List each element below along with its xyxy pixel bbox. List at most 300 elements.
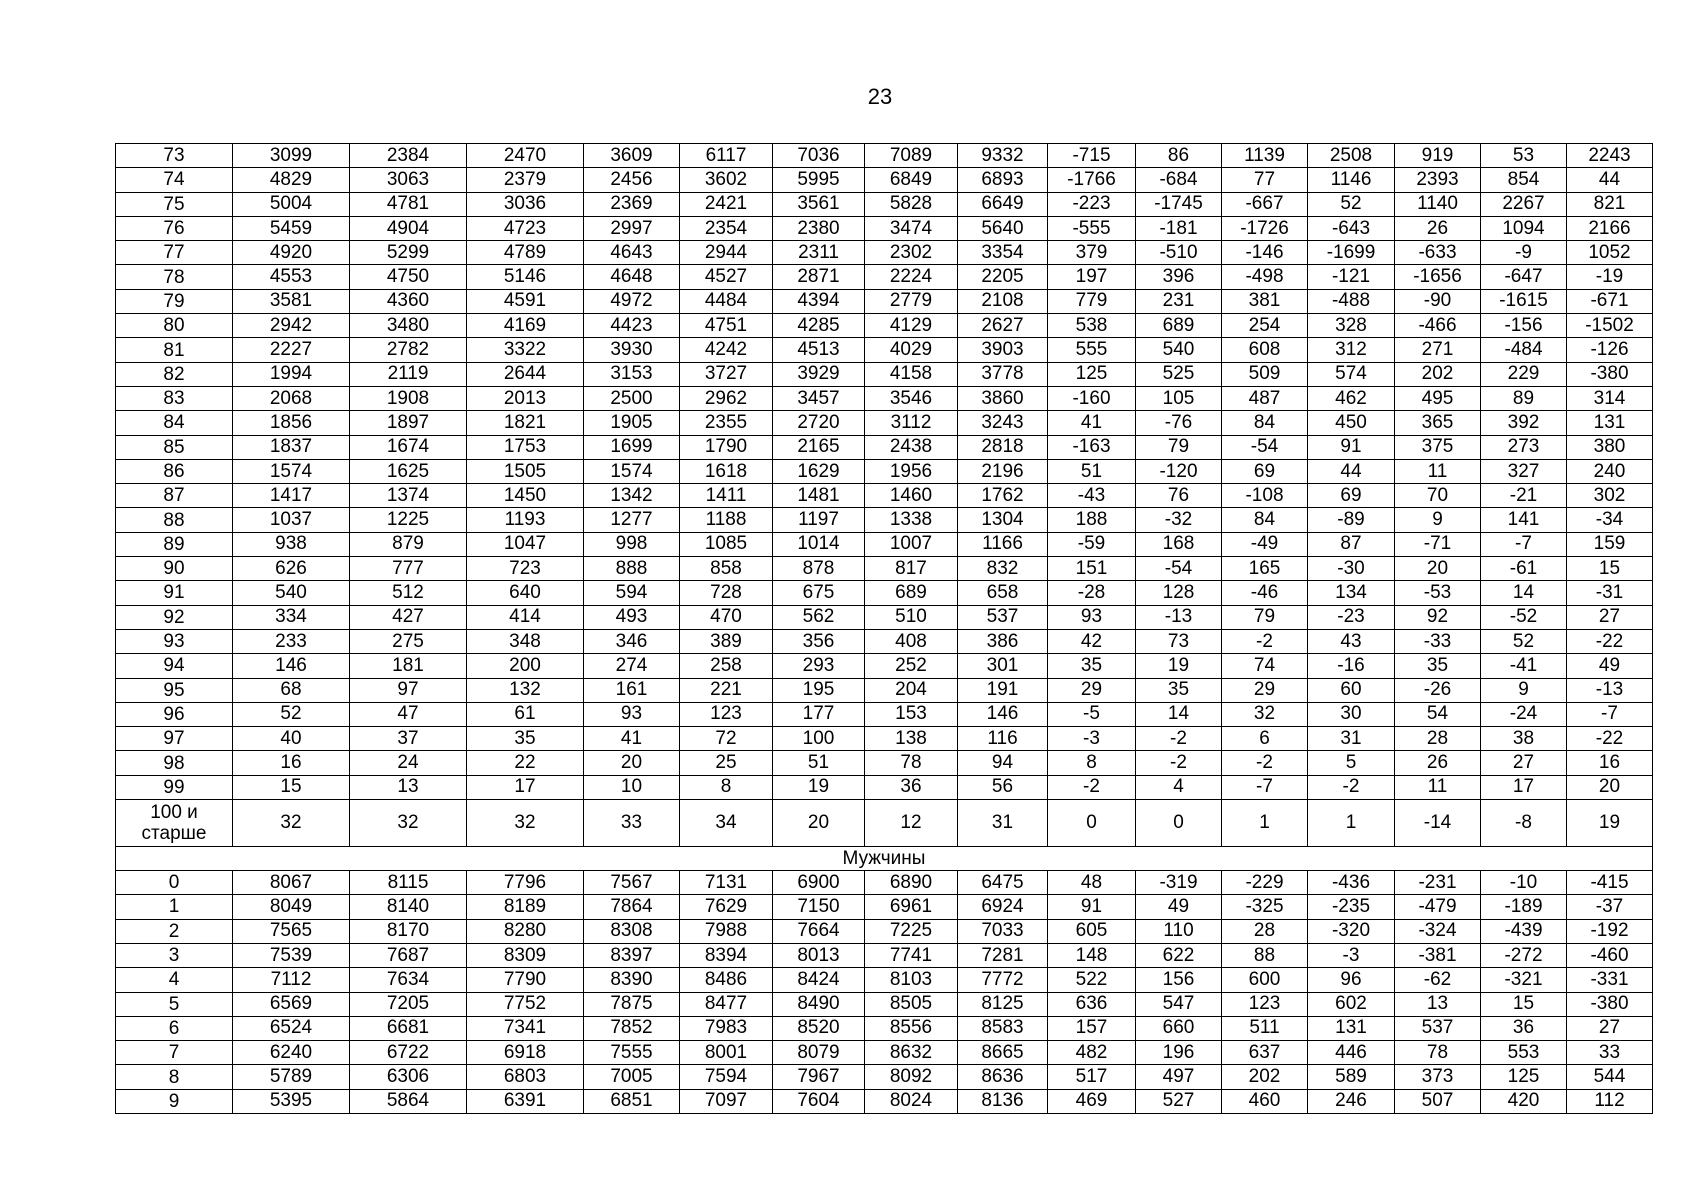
value-cell: 84 (1222, 411, 1308, 435)
value-cell: 4 (1136, 775, 1222, 799)
value-cell: 33 (584, 800, 680, 847)
value-cell: -59 (1048, 532, 1136, 556)
value-cell: 1837 (233, 435, 350, 459)
value-cell: 878 (773, 557, 865, 581)
value-cell: 35 (467, 727, 584, 751)
value-cell: 2108 (958, 289, 1048, 313)
value-cell: -684 (1136, 168, 1222, 192)
value-cell: -26 (1395, 678, 1481, 702)
value-cell: 1037 (233, 508, 350, 532)
value-cell: -8 (1481, 800, 1567, 847)
value-cell: 2962 (680, 386, 773, 410)
value-cell: 2267 (1481, 192, 1567, 216)
value-cell: 4513 (773, 338, 865, 362)
value-cell: -54 (1222, 435, 1308, 459)
value-cell: 4750 (350, 265, 467, 289)
value-cell: -223 (1048, 192, 1136, 216)
value-cell: 123 (1222, 992, 1308, 1016)
value-cell: 15 (233, 775, 350, 799)
table-row (116, 581, 1653, 605)
value-cell: -466 (1395, 314, 1481, 338)
value-cell: -5 (1048, 702, 1136, 726)
value-cell: 87 (1308, 532, 1395, 556)
value-cell: 4643 (584, 241, 680, 265)
value-cell: 658 (958, 581, 1048, 605)
value-cell: 2508 (1308, 144, 1395, 168)
age-cell: 99 (116, 775, 233, 799)
value-cell: 602 (1308, 992, 1395, 1016)
value-cell: 188 (1048, 508, 1136, 532)
value-cell: 42 (1048, 629, 1136, 653)
value-cell: 48 (1048, 871, 1136, 895)
value-cell: -49 (1222, 532, 1308, 556)
value-cell: 414 (467, 605, 584, 629)
value-cell: 3474 (865, 216, 958, 240)
value-cell: 8103 (865, 968, 958, 992)
value-cell: 19 (1136, 654, 1222, 678)
age-cell: 87 (116, 484, 233, 508)
value-cell: -667 (1222, 192, 1308, 216)
age-cell: 9 (116, 1089, 233, 1113)
value-cell: 19 (1567, 800, 1653, 847)
value-cell: 2779 (865, 289, 958, 313)
table-row (116, 992, 1653, 1016)
value-cell: 2369 (584, 192, 680, 216)
value-cell: 3903 (958, 338, 1048, 362)
value-cell: 2227 (233, 338, 350, 362)
value-cell: 3929 (773, 362, 865, 386)
value-cell: 11 (1395, 459, 1481, 483)
value-cell: -380 (1567, 362, 1653, 386)
value-cell: 328 (1308, 314, 1395, 338)
age-cell: 4 (116, 968, 233, 992)
table-row (116, 484, 1653, 508)
value-cell: 7864 (584, 895, 680, 919)
value-cell: 92 (1395, 605, 1481, 629)
value-cell: 51 (1048, 459, 1136, 483)
value-cell: 73 (1136, 629, 1222, 653)
value-cell: 4158 (865, 362, 958, 386)
value-cell: 854 (1481, 168, 1567, 192)
value-cell: 3153 (584, 362, 680, 386)
value-cell: 7790 (467, 968, 584, 992)
value-cell: 3457 (773, 386, 865, 410)
value-cell: 4423 (584, 314, 680, 338)
value-cell: 8665 (958, 1041, 1048, 1065)
value-cell: 7875 (584, 992, 680, 1016)
value-cell: 51 (773, 751, 865, 775)
value-cell: 105 (1136, 386, 1222, 410)
table-row (116, 1089, 1653, 1113)
value-cell: 93 (584, 702, 680, 726)
value-cell: 17 (467, 775, 584, 799)
value-cell: 302 (1567, 484, 1653, 508)
table-row (116, 241, 1653, 265)
table-row (116, 629, 1653, 653)
value-cell: 5146 (467, 265, 584, 289)
value-cell: 396 (1136, 265, 1222, 289)
value-cell: 3480 (350, 314, 467, 338)
value-cell: 7565 (233, 919, 350, 943)
value-cell: 69 (1222, 459, 1308, 483)
value-cell: 636 (1048, 992, 1136, 1016)
value-cell: 123 (680, 702, 773, 726)
value-cell: 20 (773, 800, 865, 847)
value-cell: 675 (773, 581, 865, 605)
value-cell: 30 (1308, 702, 1395, 726)
value-cell: 49 (1136, 895, 1222, 919)
value-cell: 1908 (350, 386, 467, 410)
value-cell: 497 (1136, 1065, 1222, 1089)
value-cell: 69 (1308, 484, 1395, 508)
value-cell: 3099 (233, 144, 350, 168)
value-cell: -324 (1395, 919, 1481, 943)
value-cell: 4781 (350, 192, 467, 216)
value-cell: 2871 (773, 265, 865, 289)
value-cell: -90 (1395, 289, 1481, 313)
value-cell: 38 (1481, 727, 1567, 751)
value-cell: 553 (1481, 1041, 1567, 1065)
value-cell: 77 (1222, 168, 1308, 192)
table-row (116, 895, 1653, 919)
value-cell: 392 (1481, 411, 1567, 435)
value-cell: -34 (1567, 508, 1653, 532)
value-cell: 8115 (350, 871, 467, 895)
value-cell: -320 (1308, 919, 1395, 943)
age-cell: 76 (116, 216, 233, 240)
value-cell: 271 (1395, 338, 1481, 362)
value-cell: 12 (865, 800, 958, 847)
value-cell: 7205 (350, 992, 467, 1016)
value-cell: 4591 (467, 289, 584, 313)
value-cell: 2355 (680, 411, 773, 435)
value-cell: 723 (467, 557, 584, 581)
value-cell: 29 (1048, 678, 1136, 702)
value-cell: 1052 (1567, 241, 1653, 265)
table-row (116, 265, 1653, 289)
value-cell: 6391 (467, 1089, 584, 1113)
value-cell: 4029 (865, 338, 958, 362)
value-cell: -1726 (1222, 216, 1308, 240)
value-cell: 14 (1481, 581, 1567, 605)
value-cell: 537 (1395, 1016, 1481, 1040)
value-cell: -126 (1567, 338, 1653, 362)
value-cell: 1790 (680, 435, 773, 459)
value-cell: -436 (1308, 871, 1395, 895)
value-cell: 8013 (773, 943, 865, 967)
value-cell: 511 (1222, 1016, 1308, 1040)
value-cell: -19 (1567, 265, 1653, 289)
value-cell: 525 (1136, 362, 1222, 386)
value-cell: -14 (1395, 800, 1481, 847)
value-cell: 2384 (350, 144, 467, 168)
value-cell: 79 (1136, 435, 1222, 459)
value-cell: 5789 (233, 1065, 350, 1089)
value-cell: -61 (1481, 557, 1567, 581)
value-cell: -479 (1395, 895, 1481, 919)
value-cell: 165 (1222, 557, 1308, 581)
value-cell: 26 (1395, 216, 1481, 240)
value-cell: 5 (1308, 751, 1395, 775)
age-cell: 89 (116, 532, 233, 556)
value-cell: 44 (1308, 459, 1395, 483)
value-cell: 8079 (773, 1041, 865, 1065)
value-cell: 7225 (865, 919, 958, 943)
value-cell: 4751 (680, 314, 773, 338)
age-cell: 73 (116, 144, 233, 168)
value-cell: 540 (1136, 338, 1222, 362)
value-cell: 4285 (773, 314, 865, 338)
value-cell: 5864 (350, 1089, 467, 1113)
value-cell: 240 (1567, 459, 1653, 483)
value-cell: -647 (1481, 265, 1567, 289)
value-cell: 4920 (233, 241, 350, 265)
value-cell: 1674 (350, 435, 467, 459)
value-cell: -43 (1048, 484, 1136, 508)
value-cell: 728 (680, 581, 773, 605)
value-cell: 858 (680, 557, 773, 581)
value-cell: 8505 (865, 992, 958, 1016)
value-cell: 517 (1048, 1065, 1136, 1089)
value-cell: -89 (1308, 508, 1395, 532)
value-cell: 9 (1395, 508, 1481, 532)
value-cell: 1762 (958, 484, 1048, 508)
value-cell: -23 (1308, 605, 1395, 629)
value-cell: 7629 (680, 895, 773, 919)
value-cell: -1615 (1481, 289, 1567, 313)
value-cell: 7741 (865, 943, 958, 967)
age-cell: 5 (116, 992, 233, 1016)
value-cell: 33 (1567, 1041, 1653, 1065)
page-number: 23 (867, 84, 893, 109)
value-cell: 8308 (584, 919, 680, 943)
value-cell: 3561 (773, 192, 865, 216)
value-cell: 6240 (233, 1041, 350, 1065)
value-cell: 2470 (467, 144, 584, 168)
value-cell: 168 (1136, 532, 1222, 556)
value-cell: 293 (773, 654, 865, 678)
value-cell: 31 (1308, 727, 1395, 751)
value-cell: 2224 (865, 265, 958, 289)
value-cell: 9332 (958, 144, 1048, 168)
value-cell: 1574 (584, 459, 680, 483)
value-cell: 4129 (865, 314, 958, 338)
value-cell: -439 (1481, 919, 1567, 943)
value-cell: -31 (1567, 581, 1653, 605)
section-label: Мужчины (116, 847, 1653, 871)
value-cell: -1699 (1308, 241, 1395, 265)
value-cell: 6 (1222, 727, 1308, 751)
value-cell: 7281 (958, 943, 1048, 967)
value-cell: 8583 (958, 1016, 1048, 1040)
value-cell: 640 (467, 581, 584, 605)
table-row (116, 532, 1653, 556)
value-cell: 5828 (865, 192, 958, 216)
value-cell: 1699 (584, 435, 680, 459)
value-cell: -121 (1308, 265, 1395, 289)
value-cell: 78 (865, 751, 958, 775)
value-cell: 1897 (350, 411, 467, 435)
value-cell: 1304 (958, 508, 1048, 532)
value-cell: 35 (1048, 654, 1136, 678)
value-cell: 54 (1395, 702, 1481, 726)
value-cell: 246 (1308, 1089, 1395, 1113)
value-cell: 301 (958, 654, 1048, 678)
value-cell: 7594 (680, 1065, 773, 1089)
value-cell: 1956 (865, 459, 958, 483)
value-cell: 8140 (350, 895, 467, 919)
age-cell: 2 (116, 919, 233, 943)
table-row (116, 362, 1653, 386)
value-cell: 191 (958, 678, 1048, 702)
value-cell: 380 (1567, 435, 1653, 459)
age-cell: 88 (116, 508, 233, 532)
value-cell: 1505 (467, 459, 584, 483)
value-cell: 233 (233, 629, 350, 653)
value-cell: 3727 (680, 362, 773, 386)
age-cell: 92 (116, 605, 233, 629)
value-cell: 1 (1308, 800, 1395, 847)
population-table (115, 143, 1653, 1114)
value-cell: 131 (1308, 1016, 1395, 1040)
value-cell: 1188 (680, 508, 773, 532)
value-cell: 1460 (865, 484, 958, 508)
value-cell: 6851 (584, 1089, 680, 1113)
value-cell: 540 (233, 581, 350, 605)
value-cell: 379 (1048, 241, 1136, 265)
value-cell: 8 (680, 775, 773, 799)
value-cell: 446 (1308, 1041, 1395, 1065)
value-cell: 229 (1481, 362, 1567, 386)
table-row (116, 702, 1653, 726)
value-cell: 6722 (350, 1041, 467, 1065)
value-cell: -3 (1308, 943, 1395, 967)
value-cell: 28 (1222, 919, 1308, 943)
value-cell: 1625 (350, 459, 467, 483)
age-cell: 90 (116, 557, 233, 581)
value-cell: 7112 (233, 968, 350, 992)
value-cell: 6306 (350, 1065, 467, 1089)
value-cell: 8001 (680, 1041, 773, 1065)
value-cell: 544 (1567, 1065, 1653, 1089)
value-cell: 20 (1567, 775, 1653, 799)
value-cell: 779 (1048, 289, 1136, 313)
value-cell: 7131 (680, 871, 773, 895)
value-cell: 7796 (467, 871, 584, 895)
value-cell: 1994 (233, 362, 350, 386)
age-cell: 75 (116, 192, 233, 216)
value-cell: 495 (1395, 386, 1481, 410)
value-cell: -380 (1567, 992, 1653, 1016)
value-cell: 2782 (350, 338, 467, 362)
value-cell: 4789 (467, 241, 584, 265)
value-cell: 2196 (958, 459, 1048, 483)
table-row (116, 727, 1653, 751)
value-cell: 4904 (350, 216, 467, 240)
value-cell: -76 (1136, 411, 1222, 435)
value-cell: -633 (1395, 241, 1481, 265)
value-cell: 84 (1222, 508, 1308, 532)
value-cell: 5004 (233, 192, 350, 216)
value-cell: 3354 (958, 241, 1048, 265)
value-cell: 2311 (773, 241, 865, 265)
value-cell: 460 (1222, 1089, 1308, 1113)
value-cell: 36 (1481, 1016, 1567, 1040)
table-row (116, 557, 1653, 581)
table-row (116, 459, 1653, 483)
value-cell: 202 (1222, 1065, 1308, 1089)
value-cell: -488 (1308, 289, 1395, 313)
value-cell: 660 (1136, 1016, 1222, 1040)
value-cell: 7852 (584, 1016, 680, 1040)
value-cell: 493 (584, 605, 680, 629)
value-cell: 2068 (233, 386, 350, 410)
age-cell: 6 (116, 1016, 233, 1040)
age-cell: 82 (116, 362, 233, 386)
value-cell: 88 (1222, 943, 1308, 967)
value-cell: 6890 (865, 871, 958, 895)
value-cell: 356 (773, 629, 865, 653)
value-cell: 273 (1481, 435, 1567, 459)
value-cell: 52 (1481, 629, 1567, 653)
value-cell: -1766 (1048, 168, 1136, 192)
value-cell: 1342 (584, 484, 680, 508)
value-cell: 1014 (773, 532, 865, 556)
value-cell: -32 (1136, 508, 1222, 532)
value-cell: 146 (233, 654, 350, 678)
value-cell: 2119 (350, 362, 467, 386)
value-cell: 346 (584, 629, 680, 653)
value-cell: 7967 (773, 1065, 865, 1089)
value-cell: 10 (584, 775, 680, 799)
value-cell: -7 (1222, 775, 1308, 799)
value-cell: 78 (1395, 1041, 1481, 1065)
value-cell: 76 (1136, 484, 1222, 508)
value-cell: 1007 (865, 532, 958, 556)
value-cell: 9 (1481, 678, 1567, 702)
value-cell: 7634 (350, 968, 467, 992)
value-cell: 450 (1308, 411, 1395, 435)
value-cell: 32 (233, 800, 350, 847)
value-cell: 605 (1048, 919, 1136, 943)
value-cell: 888 (584, 557, 680, 581)
value-cell: 1821 (467, 411, 584, 435)
value-cell: 14 (1136, 702, 1222, 726)
value-cell: 156 (1136, 968, 1222, 992)
value-cell: 49 (1567, 654, 1653, 678)
value-cell: 22 (467, 751, 584, 775)
age-cell: 86 (116, 459, 233, 483)
value-cell: -22 (1567, 629, 1653, 653)
value-cell: 5459 (233, 216, 350, 240)
value-cell: -163 (1048, 435, 1136, 459)
value-cell: -28 (1048, 581, 1136, 605)
value-cell: 275 (350, 629, 467, 653)
value-cell: 8189 (467, 895, 584, 919)
value-cell: 2165 (773, 435, 865, 459)
value-cell: 469 (1048, 1089, 1136, 1113)
value-cell: 91 (1308, 435, 1395, 459)
value-cell: 8390 (584, 968, 680, 992)
table-row (116, 386, 1653, 410)
value-cell: 146 (958, 702, 1048, 726)
value-cell: 2627 (958, 314, 1048, 338)
value-cell: 4648 (584, 265, 680, 289)
value-cell: 821 (1567, 192, 1653, 216)
value-cell: 25 (680, 751, 773, 775)
value-cell: 522 (1048, 968, 1136, 992)
value-cell: 79 (1222, 605, 1308, 629)
